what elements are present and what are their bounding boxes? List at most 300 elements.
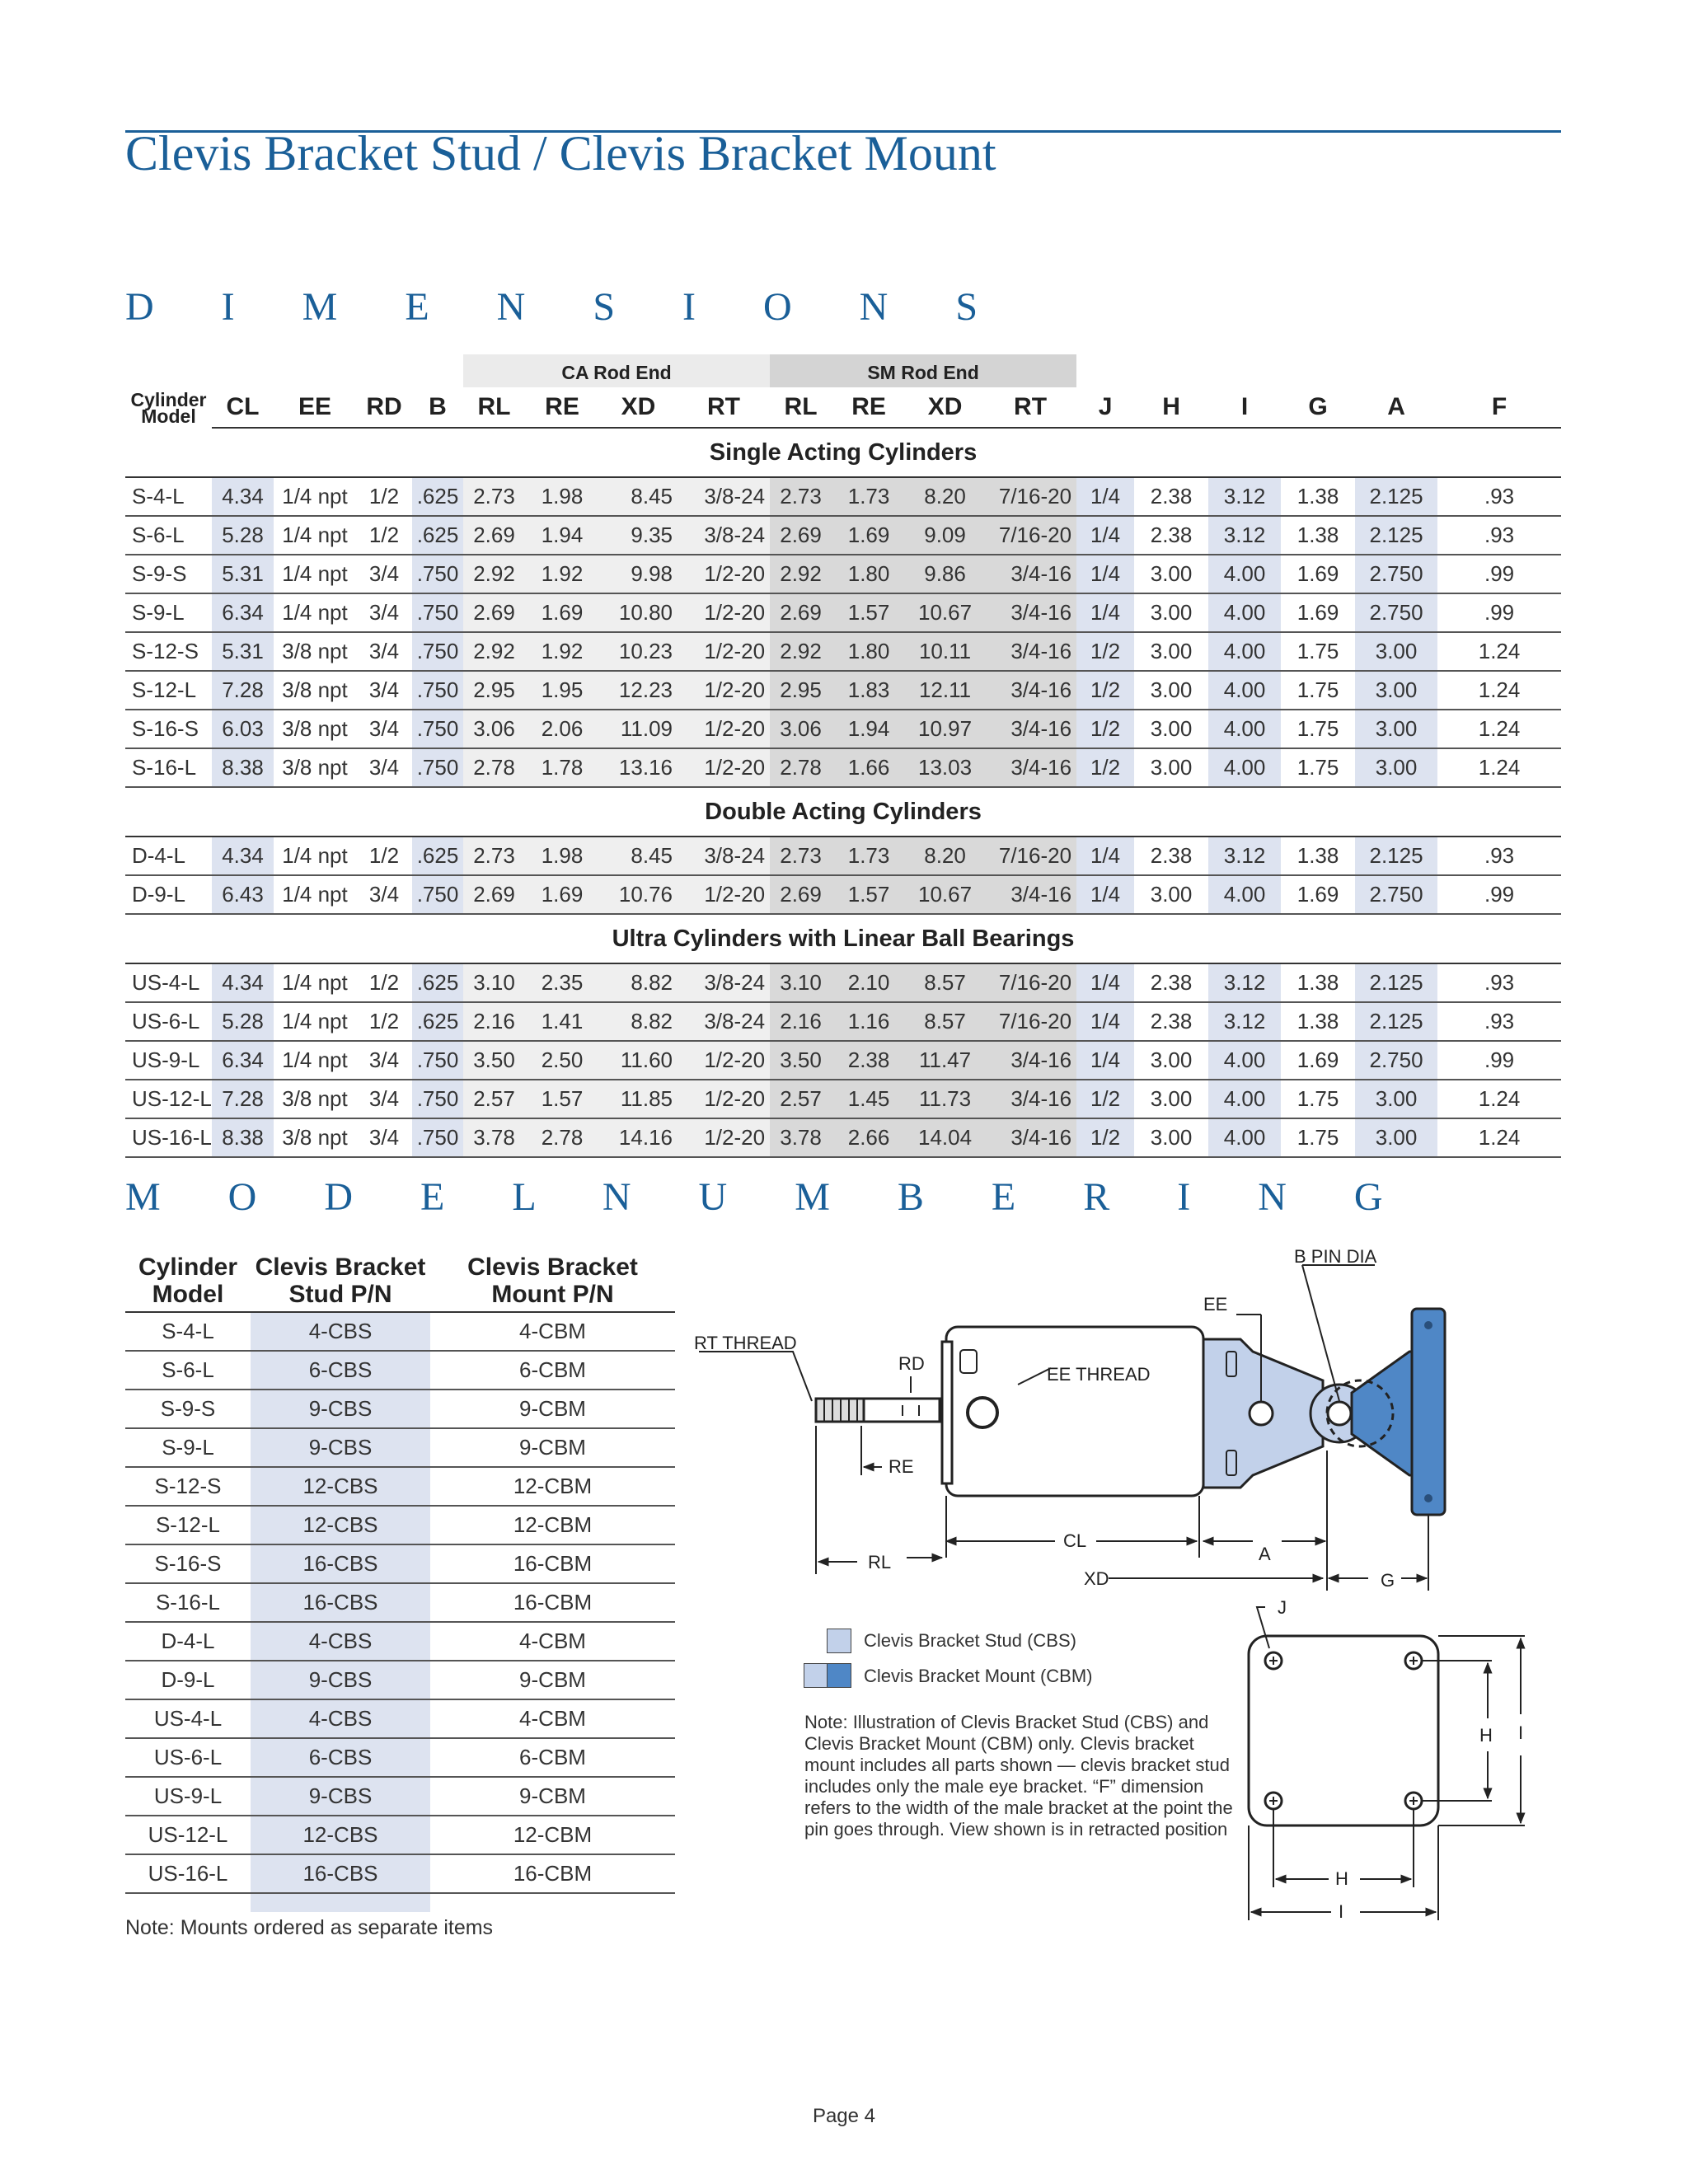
dimension-cell: 2.73 [770, 477, 832, 516]
dimension-cell: 3/8-24 [678, 963, 770, 1002]
i-horizontal-label: I [1339, 1901, 1344, 1922]
dimension-cell: 2.73 [463, 837, 525, 875]
mount-pn-cell: 16-CBM [430, 1854, 675, 1893]
dimension-cell: 2.16 [463, 1002, 525, 1041]
table-row [125, 671, 1561, 710]
cylinder-model-cell: D-4-L [125, 1622, 251, 1661]
cylinder-model-cell: D-9-L [125, 1661, 251, 1699]
dimension-cell: 1/2-20 [678, 555, 770, 593]
table-row [125, 1816, 675, 1854]
dimension-cell: .93 [1437, 837, 1561, 875]
i-vertical-label: I [1518, 1722, 1524, 1743]
dimension-cell: 2.73 [463, 477, 525, 516]
ca-rod-end-header: CA Rod End [463, 354, 770, 387]
dimension-cell: 1/4 [1076, 555, 1134, 593]
table-row [125, 1738, 675, 1777]
dimension-cell: 4.00 [1208, 748, 1281, 787]
dimension-cell: 1/2-20 [678, 593, 770, 632]
table-row [125, 710, 1561, 748]
dimension-cell: 11.47 [906, 1041, 984, 1080]
dimension-cell: 3.50 [463, 1041, 525, 1080]
dimension-cell: 2.38 [1134, 1002, 1208, 1041]
dimension-cell: 1/2 [356, 1002, 412, 1041]
mounts-note: Note: Mounts ordered as separate items [125, 1916, 494, 1939]
dimension-cell: 2.125 [1355, 516, 1437, 555]
dimension-cell: 1/2 [1076, 1118, 1134, 1157]
dimension-cell: 3/4 [356, 748, 412, 787]
table-row [125, 1080, 1561, 1118]
dimension-cell: 1/2-20 [678, 671, 770, 710]
table-row [125, 555, 1561, 593]
dimension-cell: 1.73 [832, 837, 906, 875]
dimension-cell: 1/2-20 [678, 1118, 770, 1157]
column-header: RT [678, 387, 770, 428]
dimension-cell: 3/8-24 [678, 1002, 770, 1041]
dimension-cell: 10.67 [906, 593, 984, 632]
dimension-cell: 12.11 [906, 671, 984, 710]
dimension-cell: 3.00 [1134, 632, 1208, 671]
mount-pn-cell: 4-CBM [430, 1622, 675, 1661]
dimension-cell: 1.92 [525, 555, 599, 593]
table-row [125, 1312, 675, 1351]
dimension-cell: 3.12 [1208, 516, 1281, 555]
dimension-cell: 1/2 [1076, 748, 1134, 787]
dimension-cell: 1/4 npt [274, 516, 356, 555]
mount-pn-cell: 6-CBM [430, 1351, 675, 1390]
cylinder-model-cell: S-9-L [125, 1428, 251, 1467]
dimension-cell: 1/4 [1076, 1041, 1134, 1080]
dimension-cell: .750 [412, 748, 463, 787]
dimension-cell: 1.98 [525, 477, 599, 516]
dimension-cell: .750 [412, 1041, 463, 1080]
cylinder-model-cell: US-4-L [125, 963, 212, 1002]
dimension-cell: 3.12 [1208, 1002, 1281, 1041]
dimension-cell: 1.75 [1281, 671, 1355, 710]
dimension-cell: 3.78 [770, 1118, 832, 1157]
cylinder-model-cell: US-12-L [125, 1080, 212, 1118]
cylinder-model-cell: US-4-L [125, 1699, 251, 1738]
dimension-cell: 1.45 [832, 1080, 906, 1118]
column-header: RE [525, 387, 599, 428]
dimension-cell: 2.69 [463, 516, 525, 555]
dimension-cell: 1.80 [832, 555, 906, 593]
ee-label: EE [1203, 1294, 1228, 1315]
dimension-cell: 1.98 [525, 837, 599, 875]
table-row [125, 1467, 675, 1506]
dimension-cell: 3.00 [1134, 1041, 1208, 1080]
column-header: B [412, 387, 463, 428]
j-label: J [1278, 1597, 1287, 1618]
dimension-cell: 3.10 [770, 963, 832, 1002]
dimension-cell: 3/4 [356, 632, 412, 671]
dimension-cell: 1.24 [1437, 710, 1561, 748]
dimension-cell: 1/2-20 [678, 1080, 770, 1118]
dimension-cell: 2.125 [1355, 837, 1437, 875]
dimension-cell: 14.16 [599, 1118, 678, 1157]
dimension-cell: 3.06 [463, 710, 525, 748]
dimension-cell: 2.57 [770, 1080, 832, 1118]
table-row [125, 875, 1561, 914]
cylinder-model-cell: S-16-S [125, 710, 212, 748]
mount-pn-cell: 9-CBM [430, 1390, 675, 1428]
column-header: RL [463, 387, 525, 428]
dimension-cell: 9.35 [599, 516, 678, 555]
dimension-cell: 3.00 [1355, 1118, 1437, 1157]
dimension-cell: 4.34 [212, 477, 274, 516]
dimension-cell: 2.78 [463, 748, 525, 787]
dimension-cell: 1.69 [525, 875, 599, 914]
dimension-cell: 1.57 [525, 1080, 599, 1118]
dimension-cell: .93 [1437, 963, 1561, 1002]
h-horizontal-label: H [1335, 1868, 1348, 1889]
dimension-cell: 1.95 [525, 671, 599, 710]
dimension-cell: 2.69 [463, 875, 525, 914]
cylinder-model-cell: S-9-S [125, 555, 212, 593]
cylinder-model-header: Cylinder Model [125, 1244, 251, 1312]
dimension-cell: 1/4 [1076, 477, 1134, 516]
dimension-cell: 1.38 [1281, 1002, 1355, 1041]
dimension-cell: 1.94 [525, 516, 599, 555]
dimension-cell: 8.82 [599, 963, 678, 1002]
dimension-cell: 1/2 [356, 963, 412, 1002]
dimension-cell: 1.41 [525, 1002, 599, 1041]
cylinder-model-cell: S-9-S [125, 1390, 251, 1428]
dimension-cell: 2.38 [1134, 516, 1208, 555]
cylinder-model-cell: S-12-S [125, 632, 212, 671]
dimension-cell: 2.10 [832, 963, 906, 1002]
dimension-cell: 1/4 npt [274, 875, 356, 914]
dimension-cell: 8.82 [599, 1002, 678, 1041]
dimension-cell: 7/16-20 [984, 1002, 1076, 1041]
dimension-cell: 1.57 [832, 875, 906, 914]
dimension-cell: 2.38 [832, 1041, 906, 1080]
dimension-cell: 1/2-20 [678, 875, 770, 914]
dimension-cell: 3/4-16 [984, 1041, 1076, 1080]
dimension-cell: 1/2 [356, 837, 412, 875]
mount-pn-header: Clevis Bracket Mount P/N [430, 1244, 675, 1312]
dimension-cell: 5.28 [212, 1002, 274, 1041]
table-row [125, 1777, 675, 1816]
dimension-cell: .625 [412, 516, 463, 555]
dimension-cell: 10.11 [906, 632, 984, 671]
cylinder-model-cell: S-4-L [125, 477, 212, 516]
dimension-cell: 3/4-16 [984, 748, 1076, 787]
dimension-cell: 1/2-20 [678, 748, 770, 787]
rl-label: RL [868, 1552, 892, 1572]
dimension-cell: 3.00 [1134, 1118, 1208, 1157]
dimension-cell: 1/2-20 [678, 1041, 770, 1080]
dimension-cell: 2.06 [525, 710, 599, 748]
table-row [125, 593, 1561, 632]
dimension-cell: 8.45 [599, 837, 678, 875]
dimension-cell: 4.00 [1208, 875, 1281, 914]
column-header: I [1208, 387, 1281, 428]
cylinder-model-cell: US-6-L [125, 1738, 251, 1777]
dimension-cell: 9.09 [906, 516, 984, 555]
dimension-cell: 1.24 [1437, 1118, 1561, 1157]
dimension-cell: 3.06 [770, 710, 832, 748]
dimension-cell: 10.80 [599, 593, 678, 632]
dimension-cell: 10.23 [599, 632, 678, 671]
dimension-cell: 3/4 [356, 593, 412, 632]
dimension-cell: .750 [412, 671, 463, 710]
table-row [125, 748, 1561, 787]
dimension-cell: 2.78 [525, 1118, 599, 1157]
dimension-cell: 3/4-16 [984, 671, 1076, 710]
dimension-cell: 11.73 [906, 1080, 984, 1118]
ee-thread-label: EE THREAD [1047, 1364, 1151, 1385]
dimension-cell: 1.24 [1437, 671, 1561, 710]
column-header: EE [274, 387, 356, 428]
mount-pn-cell: 12-CBM [430, 1506, 675, 1544]
dimension-cell: 1.24 [1437, 632, 1561, 671]
dimension-cell: 1.69 [525, 593, 599, 632]
table-row [125, 1699, 675, 1738]
dimension-cell: 2.125 [1355, 477, 1437, 516]
dimension-cell: 3/8-24 [678, 837, 770, 875]
dimension-cell: 8.45 [599, 477, 678, 516]
dimension-cell: .750 [412, 1080, 463, 1118]
dimension-cell: 5.31 [212, 555, 274, 593]
dimension-cell: 2.69 [770, 593, 832, 632]
dimension-cell: 1/4 npt [274, 477, 356, 516]
stud-pn-cell: 12-CBS [251, 1467, 430, 1506]
stud-pn-cell: 4-CBS [251, 1699, 430, 1738]
dimension-cell: 2.38 [1134, 963, 1208, 1002]
mount-pn-cell: 9-CBM [430, 1661, 675, 1699]
dimension-cell: 7/16-20 [984, 516, 1076, 555]
dimension-cell: 3.00 [1134, 1080, 1208, 1118]
dimension-cell: 10.67 [906, 875, 984, 914]
column-header: XD [906, 387, 984, 428]
dimension-cell: 3.00 [1134, 593, 1208, 632]
stud-pn-cell: 16-CBS [251, 1854, 430, 1893]
table-row [125, 1661, 675, 1699]
dimension-cell: 10.76 [599, 875, 678, 914]
dimension-cell: 2.78 [770, 748, 832, 787]
dimension-cell: 1/4 [1076, 516, 1134, 555]
model-numbering-table [125, 1244, 675, 1912]
table-row [125, 1041, 1561, 1080]
dimension-cell: 1.75 [1281, 710, 1355, 748]
dimension-cell: .750 [412, 875, 463, 914]
dimension-cell: 1/2 [1076, 710, 1134, 748]
dimension-cell: .99 [1437, 1041, 1561, 1080]
dimension-cell: 3/4 [356, 1080, 412, 1118]
cylinder-model-cell: US-9-L [125, 1777, 251, 1816]
dimension-cell: 11.60 [599, 1041, 678, 1080]
dimension-cell: 1.57 [832, 593, 906, 632]
clevis-bracket-stud [1203, 1339, 1323, 1488]
dimension-cell: .625 [412, 837, 463, 875]
column-header: G [1281, 387, 1355, 428]
dimension-cell: 8.57 [906, 963, 984, 1002]
dimension-cell: 1.38 [1281, 477, 1355, 516]
dimension-cell: 1.38 [1281, 963, 1355, 1002]
dimension-cell: 2.69 [770, 516, 832, 555]
a-label: A [1259, 1544, 1271, 1564]
dimension-cell: 1.69 [1281, 875, 1355, 914]
cylinder-model-cell: D-9-L [125, 875, 212, 914]
dimension-cell: 3.50 [770, 1041, 832, 1080]
dimension-cell: 2.125 [1355, 1002, 1437, 1041]
dimension-cell: 1.83 [832, 671, 906, 710]
dimension-cell: 6.34 [212, 593, 274, 632]
dimension-cell: 13.16 [599, 748, 678, 787]
dimension-cell: 2.16 [770, 1002, 832, 1041]
table-row [125, 1002, 1561, 1041]
dimension-cell: 2.69 [463, 593, 525, 632]
stud-pn-cell: 12-CBS [251, 1506, 430, 1544]
dimension-cell: 2.750 [1355, 555, 1437, 593]
dimension-cell: 12.23 [599, 671, 678, 710]
dimension-cell: 3/4 [356, 710, 412, 748]
g-label: G [1381, 1570, 1395, 1591]
dimension-cell: 10.97 [906, 710, 984, 748]
legend-swatch-stud [827, 1629, 851, 1653]
dimension-cell: 1.38 [1281, 837, 1355, 875]
dimension-cell: 2.750 [1355, 875, 1437, 914]
stud-pn-cell: 9-CBS [251, 1661, 430, 1699]
dimension-cell: 2.750 [1355, 1041, 1437, 1080]
dimension-cell: 1.69 [832, 516, 906, 555]
dimension-cell: 1/2 [1076, 1080, 1134, 1118]
dimension-cell: 1/4 npt [274, 837, 356, 875]
cylinder-model-cell: S-12-L [125, 1506, 251, 1544]
stud-pn-cell: 12-CBS [251, 1816, 430, 1854]
cylinder-model-cell: S-9-L [125, 593, 212, 632]
cylinder-model-cell: D-4-L [125, 837, 212, 875]
table-row [125, 1118, 1561, 1157]
dimension-cell: 3.10 [463, 963, 525, 1002]
table-row [125, 1544, 675, 1583]
dimension-cell: 1.75 [1281, 748, 1355, 787]
dimension-cell: 9.98 [599, 555, 678, 593]
dimension-cell: .99 [1437, 593, 1561, 632]
dimension-cell: 4.00 [1208, 555, 1281, 593]
table-row [125, 1854, 675, 1893]
dimension-cell: .750 [412, 710, 463, 748]
dimension-cell: .99 [1437, 875, 1561, 914]
page-number: Page 4 [812, 2105, 876, 2127]
dimension-cell: 3/8-24 [678, 477, 770, 516]
dimension-cell: 1/2 [1076, 632, 1134, 671]
mount-pn-cell: 4-CBM [430, 1699, 675, 1738]
table-row [125, 1622, 675, 1661]
dimension-cell: 2.38 [1134, 837, 1208, 875]
dimension-cell: 8.57 [906, 1002, 984, 1041]
dimension-cell: 7.28 [212, 671, 274, 710]
dimension-cell: 2.57 [463, 1080, 525, 1118]
mount-pn-cell: 4-CBM [430, 1312, 675, 1351]
dimension-cell: 7.28 [212, 1080, 274, 1118]
cl-label: CL [1063, 1530, 1087, 1551]
legend-swatch-mount [827, 1663, 851, 1688]
dimension-cell: .750 [412, 1118, 463, 1157]
mount-pn-cell: 12-CBM [430, 1816, 675, 1854]
table-row [125, 1351, 675, 1390]
dimension-cell: 11.09 [599, 710, 678, 748]
stud-pn-cell: 9-CBS [251, 1428, 430, 1467]
column-header: RL [770, 387, 832, 428]
dimension-cell: 1.92 [525, 632, 599, 671]
table-row [125, 1390, 675, 1428]
illustration-note: Note: Illustration of Clevis Bracket Stud (CBS) and Clevis Bracket Mount (CBM) only. Clevis bracket mount includes all parts shown — clevis bracket stud includes only the male eye bracket. “F” dimension refers to the width of the male bracket at the point the pin goes through. View shown is in retracted position [804, 1712, 1233, 1840]
cylinder-model-cell: US-6-L [125, 1002, 212, 1041]
table-row [125, 1583, 675, 1622]
dimension-cell: .750 [412, 555, 463, 593]
dimension-cell: 2.92 [463, 632, 525, 671]
column-header: RT [984, 387, 1076, 428]
dimension-cell: 2.73 [770, 837, 832, 875]
dimension-cell: .93 [1437, 516, 1561, 555]
dimension-cell: 3/8 npt [274, 1118, 356, 1157]
dimension-cell: 2.92 [770, 555, 832, 593]
dimension-cell: 3.12 [1208, 477, 1281, 516]
cylinder-body [942, 1327, 1203, 1496]
dimension-cell: 3.00 [1134, 710, 1208, 748]
dimension-cell: 7/16-20 [984, 477, 1076, 516]
table-row [125, 1506, 675, 1544]
cylinder-model-cell: S-16-L [125, 1583, 251, 1622]
cylinder-model-cell: S-6-L [125, 516, 212, 555]
dimension-cell: 1/2-20 [678, 710, 770, 748]
mount-pn-cell: 16-CBM [430, 1544, 675, 1583]
model-numbering-heading: M O D E L N U M B E R I N G [125, 1175, 1412, 1219]
dimension-cell: 1/4 npt [274, 1041, 356, 1080]
dimension-cell: 6.43 [212, 875, 274, 914]
table-section-title: Single Acting Cylinders [125, 428, 1561, 477]
dimension-cell: 4.34 [212, 837, 274, 875]
dimension-cell: 3/4-16 [984, 1118, 1076, 1157]
dimension-cell: 1/2 [1076, 671, 1134, 710]
dimension-cell: 3.00 [1355, 1080, 1437, 1118]
dimension-cell: 3.00 [1134, 875, 1208, 914]
dimension-cell: 8.38 [212, 748, 274, 787]
dimension-cell: 3.12 [1208, 837, 1281, 875]
dimension-cell: 1/4 [1076, 1002, 1134, 1041]
cylinder-model-cell: S-16-S [125, 1544, 251, 1583]
dimension-cell: 3.00 [1355, 632, 1437, 671]
dimension-cell: 3/8 npt [274, 671, 356, 710]
dimension-cell: 4.00 [1208, 671, 1281, 710]
rt-thread-label: RT THREAD [694, 1333, 797, 1353]
column-header: XD [599, 387, 678, 428]
dimension-cell: 7/16-20 [984, 837, 1076, 875]
column-header: RE [832, 387, 906, 428]
dimension-cell: 2.50 [525, 1041, 599, 1080]
dimensions-heading: D I M E N S I O N S [125, 285, 1007, 329]
column-header: CL [212, 387, 274, 428]
dimension-cell: 1/4 npt [274, 963, 356, 1002]
dimension-cell: 1/2-20 [678, 632, 770, 671]
stud-pn-header: Clevis Bracket Stud P/N [251, 1244, 430, 1312]
table-row [125, 1428, 675, 1467]
re-label: RE [889, 1456, 914, 1477]
cylinder-model-cell: S-12-L [125, 671, 212, 710]
cylinder-model-cell: S-16-L [125, 748, 212, 787]
legend-label-mount: Clevis Bracket Mount (CBM) [864, 1666, 1093, 1686]
dimension-cell: 1/4 [1076, 837, 1134, 875]
column-header: H [1134, 387, 1208, 428]
dimension-cell: 2.95 [463, 671, 525, 710]
cylinder-model-cell: S-4-L [125, 1312, 251, 1351]
legend-label-stud: Clevis Bracket Stud (CBS) [864, 1630, 1076, 1651]
dimension-cell: 8.20 [906, 477, 984, 516]
dimension-cell: 1.24 [1437, 1080, 1561, 1118]
dimension-cell: 1.66 [832, 748, 906, 787]
dimension-cell: 9.86 [906, 555, 984, 593]
